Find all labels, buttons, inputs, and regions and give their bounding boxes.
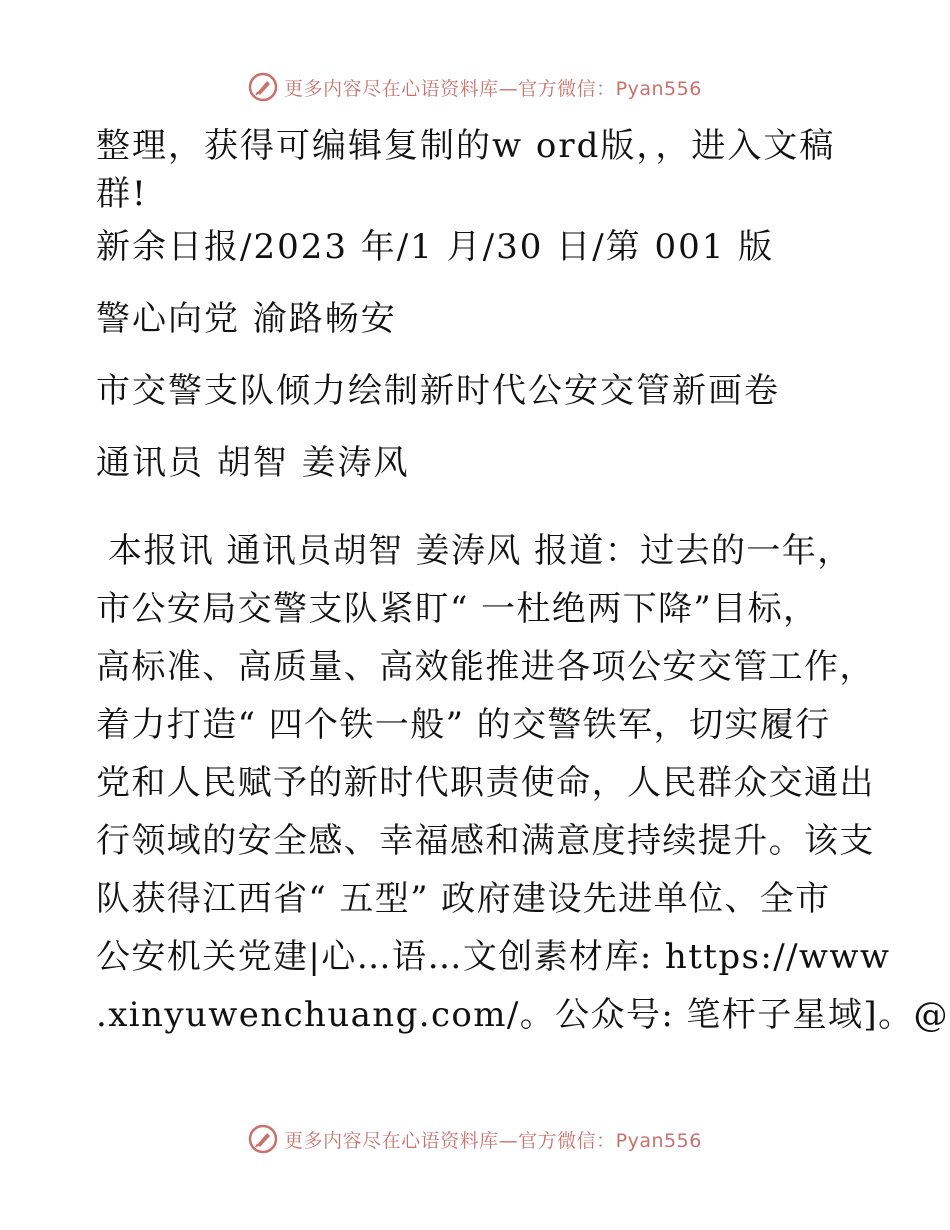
document-body — [96, 122, 949, 1044]
footer-watermark — [0, 1124, 950, 1154]
body-line: .xinyuwenchuang.com/。公众号: 笔杆子星域]。@ — [96, 995, 949, 1035]
article-paragraph — [96, 522, 949, 1044]
body-line: 党和人民赋予的新时代职责使命，人民群众交通出 — [96, 763, 875, 803]
header-watermark — [0, 72, 950, 102]
pen-quill-logo-icon — [248, 72, 278, 102]
body-line: 高标准、高质量、高效能推进各项公安交管工作， — [96, 647, 875, 687]
body-line: 本报讯 通讯员胡智 姜涛风 报道：过去的一年， — [108, 531, 853, 571]
intro-line-2: 群! — [96, 174, 148, 214]
body-line: 行领域的安全感、幸福感和满意度持续提升。该支 — [96, 821, 875, 861]
subheadline: 市交警支队倾力绘制新时代公安交管新画卷 — [96, 371, 780, 411]
intro-note — [96, 122, 856, 226]
body-line: 着力打造“ 四个铁一般” 的交警铁军，切实履行 — [96, 705, 831, 745]
watermark-text: 更多内容尽在心语资料库—官方微信：Pyan556 — [284, 77, 702, 100]
body-line: 公安机关党建|心…语…文创素材库: https://www — [96, 937, 891, 977]
body-line: 市公安局交警支队紧盯“ 一杜绝两下降”目标， — [96, 589, 819, 629]
intro-line-1: 整理，获得可编辑复制的w ord版，，进入文稿 — [96, 126, 836, 166]
byline: 通讯员 胡智 姜涛风 — [96, 443, 410, 483]
headline: 警心向党 渝路畅安 — [96, 299, 397, 339]
body-line: 队获得江西省“ 五型” 政府建设先进单位、全市 — [96, 879, 831, 919]
pen-quill-logo-icon — [248, 1124, 278, 1154]
watermark-text: 更多内容尽在心语资料库—官方微信：Pyan556 — [284, 1129, 702, 1152]
publication-line: 新余日报/2023 年/1 月/30 日/第 001 版 — [96, 227, 775, 267]
